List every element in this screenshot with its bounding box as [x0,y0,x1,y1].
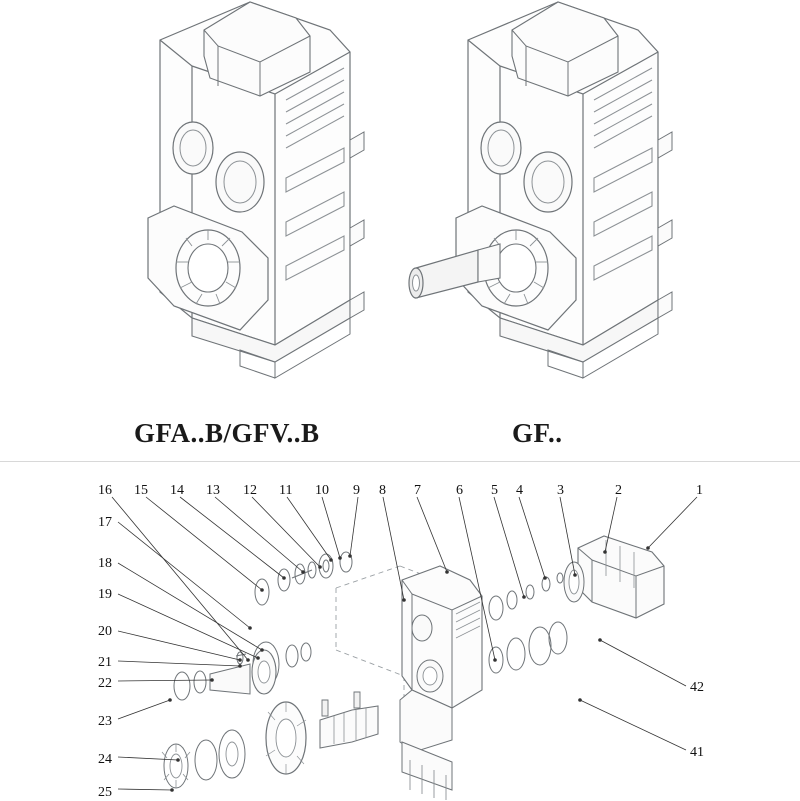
gear-shaft-assembly [162,650,378,788]
callout-number-20: 20 [98,624,112,639]
leader-line-3 [560,497,575,575]
leader-dot-1 [646,546,650,550]
leader-line-24 [118,757,178,760]
callout-number-7: 7 [414,483,421,498]
leader-dot-18 [260,648,264,652]
leader-line-23 [118,700,170,719]
housing-part [400,566,482,752]
callout-number-2: 2 [615,483,622,498]
leader-dot-6 [493,658,497,662]
callout-number-6: 6 [456,483,463,498]
leader-dot-17 [248,626,252,630]
callout-number-1: 1 [696,483,703,498]
callout-number-22: 22 [98,676,112,691]
leader-line-22 [118,680,212,681]
leader-dot-2 [603,550,607,554]
leader-dot-42 [598,638,602,642]
gearbox-isometric-right [409,2,672,378]
callout-number-19: 19 [98,587,112,602]
leader-dot-3 [573,573,577,577]
leader-dot-13 [301,570,305,574]
leader-dot-41 [578,698,582,702]
leader-dot-12 [318,565,322,569]
leader-line-4 [519,497,545,578]
callout-number-9: 9 [353,483,360,498]
caption-gf: GF.. [512,418,563,448]
leader-line-5 [494,497,524,597]
leader-line-41 [580,700,686,750]
callout-number-13: 13 [206,483,220,498]
callout-number-11: 11 [279,483,293,498]
leader-line-18 [118,563,262,650]
leader-line-12 [252,497,320,567]
spacer-rings [489,573,567,673]
callout-number-8: 8 [379,483,386,498]
leader-dot-14 [282,576,286,580]
leader-dot-25 [170,788,174,792]
callout-number-3: 3 [557,483,564,498]
callout-number-21: 21 [98,655,112,670]
leader-dot-19 [256,656,260,660]
callout-number-5: 5 [491,483,498,498]
leader-line-10 [322,497,340,558]
callout-number-15: 15 [134,483,148,498]
bottom-cover-plate [402,742,452,800]
exploded-assembly-drawing [162,536,664,800]
leader-line-9 [350,497,358,556]
callout-number-18: 18 [98,556,112,571]
callout-number-25: 25 [98,785,112,800]
callout-number-23: 23 [98,714,112,729]
leader-dot-24 [176,758,180,762]
leader-line-21 [118,661,240,666]
callout-number-42: 42 [690,680,704,695]
leader-dot-5 [522,595,526,599]
leader-dot-20 [238,658,242,662]
leader-line-16 [112,497,248,660]
leader-dot-9 [348,554,352,558]
leader-dot-7 [445,570,449,574]
leader-dot-8 [402,598,406,602]
callout-number-4: 4 [516,483,523,498]
callout-number-10: 10 [315,483,329,498]
leader-dot-10 [338,556,342,560]
callout-number-16: 16 [98,483,112,498]
leader-line-42 [600,640,686,686]
leader-dot-16 [246,658,250,662]
leader-line-25 [118,789,172,790]
leader-dot-23 [168,698,172,702]
leader-line-7 [417,497,447,572]
leader-dot-15 [260,588,264,592]
leader-line-15 [146,497,262,590]
callout-number-24: 24 [98,752,112,767]
callout-number-12: 12 [243,483,257,498]
leader-dot-11 [329,558,333,562]
leader-dot-21 [238,664,242,668]
leader-dot-4 [543,576,547,580]
callout-number-17: 17 [98,515,112,530]
callout-number-14: 14 [170,483,184,498]
leader-line-1 [648,497,697,548]
gearbox-isometric-left [148,2,364,378]
leader-line-8 [383,497,404,600]
caption-gfa-gfv: GFA..B/GFV..B [134,418,320,448]
leader-dot-22 [210,678,214,682]
leader-line-19 [118,594,258,658]
leader-line-20 [118,631,240,660]
section-divider [0,461,800,462]
callout-number-41: 41 [690,745,704,760]
small-parts-upper [255,552,352,605]
